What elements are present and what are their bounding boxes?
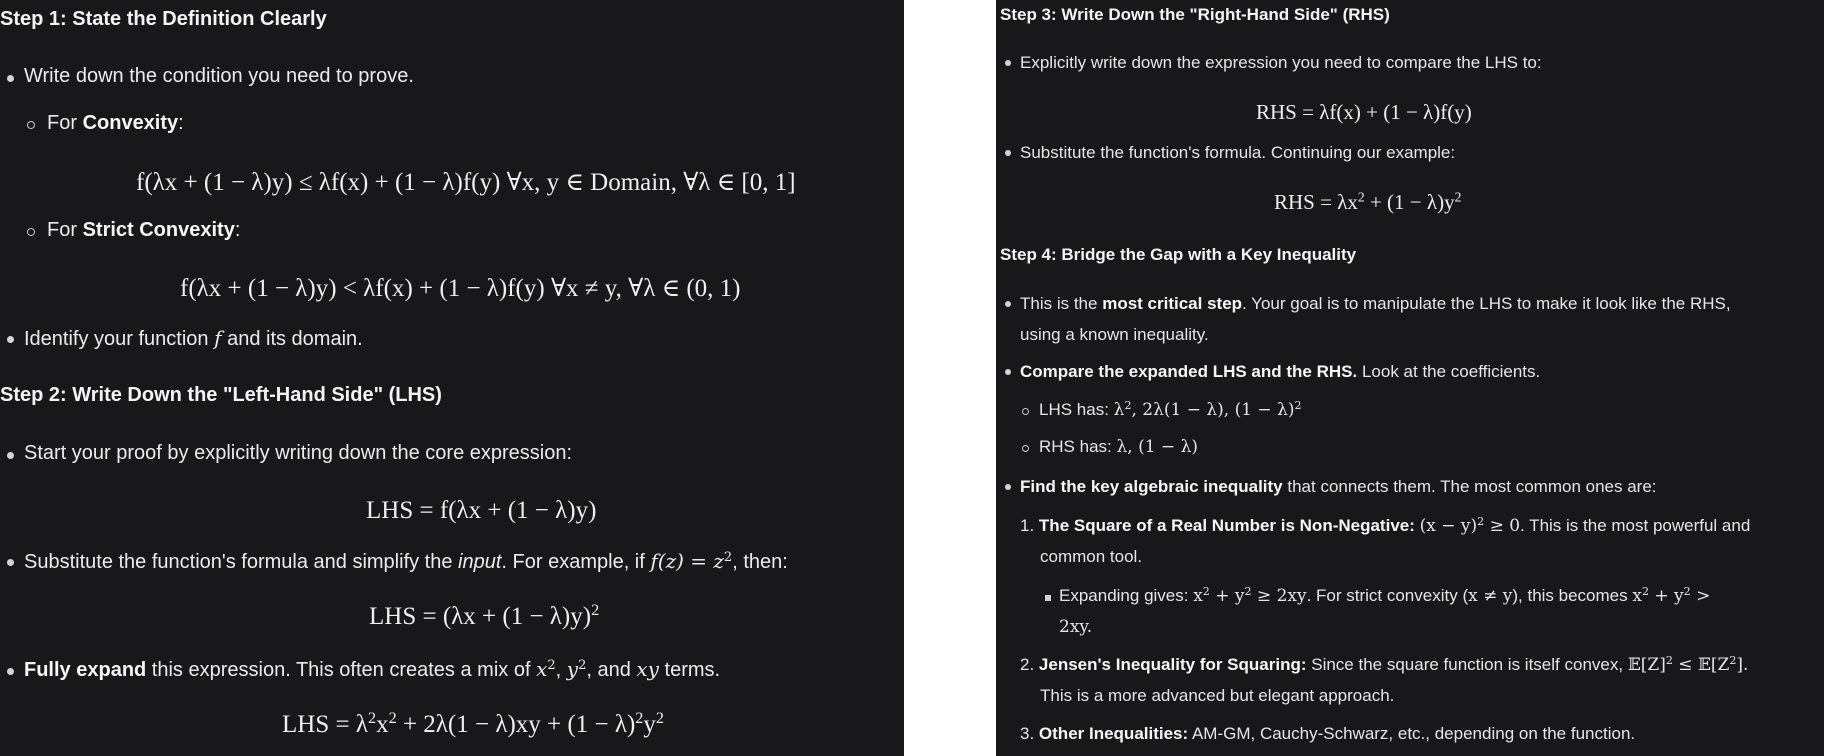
step2-bullet2: Substitute the function's formula and simplify the input. For example, if $f(z) = z^2$, then: <box>24 549 788 573</box>
numbered-item-1-cont: common tool. <box>1040 547 1143 566</box>
bullet-icon <box>7 559 14 566</box>
bullet-icon <box>1005 484 1011 490</box>
step3-bullet1: Explicitly write down the expression you need to compare the LHS to: <box>1020 53 1542 72</box>
left-content-panel <box>0 0 904 756</box>
square-bullet-icon <box>1045 595 1051 601</box>
right-content-panel <box>996 0 1824 756</box>
bullet-icon <box>7 668 14 675</box>
numbered-item-2: 2. Jensen's Inequality for Squaring: Since the square function is itself convex, $𝔼[Z]^2$ ≤ $𝔼[Z^2]$. <box>1020 653 1749 675</box>
step4-heading: Step 4: Bridge the Gap with a Key Inequality <box>1000 245 1357 264</box>
expanding-sub-item: Expanding gives: $x^2 + y^2 \ge 2xy$. For strict convexity (x ≠ y), this becomes $x^2 + y^2$ > <box>1059 584 1711 606</box>
step4-bullet1: This is the most critical step. Your goal is to manipulate the LHS to make it look like the RHS, <box>1020 294 1731 313</box>
lhs-substituted-formula: LHS = $(\lambda x + (1 - \lambda)y)^2$ <box>369 601 600 630</box>
circle-bullet-icon <box>1022 445 1029 452</box>
bullet-icon <box>1005 369 1011 375</box>
strict-convexity-formula: f(λx + (1 − λ)y) < λf(x) + (1 − λ)f(y) ∀x ≠ y, ∀λ ∈ (0, 1) <box>180 275 741 302</box>
bullet-icon <box>1005 150 1011 156</box>
circle-bullet-icon <box>1022 408 1029 415</box>
rhs-formula: RHS = λf(x) + (1 − λ)f(y) <box>1256 100 1472 124</box>
step2-bullet3: Fully expand this expression. This often creates a mix of $x^2$, $y^2$, and xy terms. <box>24 657 721 681</box>
step1-heading: Step 1: State the Definition Clearly <box>0 8 327 30</box>
step3-bullet2: Substitute the function's formula. Continuing our example: <box>1020 143 1456 162</box>
step4-bullet2: Compare the expanded LHS and the RHS. Look at the coefficients. <box>1020 362 1541 381</box>
step2-bullet1: Start your proof by explicitly writing down the core expression: <box>24 442 573 464</box>
step3-heading: Step 3: Write Down the "Right-Hand Side" (RHS) <box>1000 5 1390 24</box>
step1-bullet2: Identify your function f and its domain. <box>24 326 363 350</box>
numbered-item-1: 1. The Square of a Real Number is Non-Negative: $(x - y)^2 \ge 0$. This is the most powerful and <box>1020 514 1751 536</box>
strict-convexity-label: For Strict Convexity: <box>47 219 241 241</box>
convexity-label: For Convexity: <box>47 112 184 134</box>
convexity-formula: f(λx + (1 − λ)y) ≤ λf(x) + (1 − λ)f(y) ∀x, y ∈ Domain, ∀λ ∈ [0, 1] <box>136 169 796 196</box>
rhs-substituted-formula: RHS = $\lambda x^2 + (1 - \lambda)y^2$ <box>1274 189 1462 214</box>
bullet-icon <box>7 452 14 459</box>
expanding-sub-item-cont: 2xy. <box>1059 617 1093 637</box>
bullet-icon <box>7 336 14 343</box>
numbered-item-2-cont: This is a more advanced but elegant approach. <box>1040 686 1395 705</box>
step4-bullet1-cont: using a known inequality. <box>1020 325 1209 344</box>
bullet-icon <box>7 75 14 82</box>
step4-bullet3: Find the key algebraic inequality that connects them. The most common ones are: <box>1020 477 1657 496</box>
step2-heading: Step 2: Write Down the "Left-Hand Side" (LHS) <box>0 384 442 406</box>
circle-bullet-icon <box>27 121 35 129</box>
step1-bullet1: Write down the condition you need to prove. <box>24 65 414 87</box>
lhs-formula: LHS = f(λx + (1 − λ)y) <box>366 497 597 524</box>
lhs-has-item: LHS has: $\lambda^2$, 2λ(1 − λ), $(1 - \lambda)^2$ <box>1039 398 1302 420</box>
rhs-has-item: RHS has: λ, (1 − λ) <box>1039 437 1198 457</box>
bullet-icon <box>1005 60 1011 66</box>
circle-bullet-icon <box>27 228 35 236</box>
numbered-item-3: 3. Other Inequalities: AM-GM, Cauchy-Schwarz, etc., depending on the function. <box>1020 724 1636 743</box>
lhs-expanded-formula: LHS = $\lambda^2x^2 + 2\lambda(1 - \lambda)xy + (1 - \lambda)^2y^2$ <box>282 709 665 738</box>
bullet-icon <box>1005 301 1011 307</box>
